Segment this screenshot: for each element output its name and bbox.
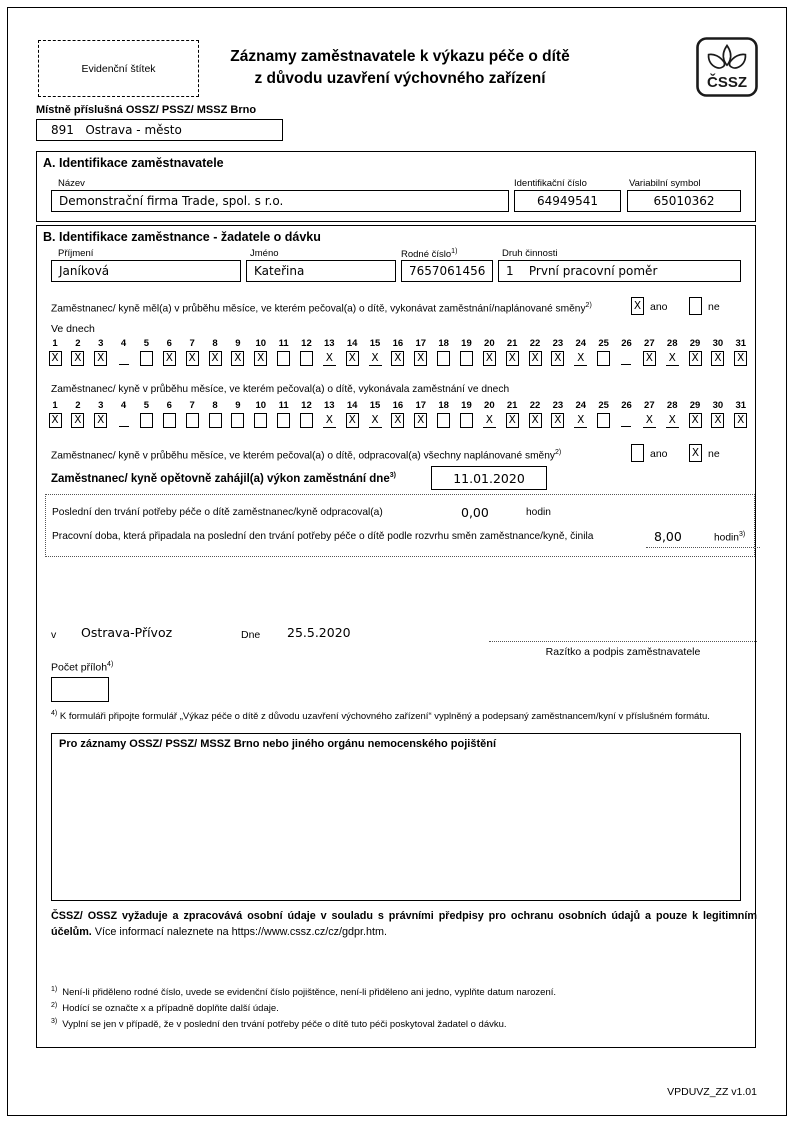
identification-number-label: Identifikační číslo	[514, 178, 587, 189]
day-19	[458, 338, 474, 366]
gdpr-normal-text: Více informací naleznete na https://www.cssz.cz/cz/gdpr.htm.	[94, 926, 388, 938]
reopen-date-value: 11.01.2020	[453, 470, 525, 486]
last-day-worked-hours-label: Poslední den trvání potřeby péče o dítě zaměstnanec/kyně odpracoval(a)	[52, 507, 383, 518]
day-number: 13	[324, 338, 335, 349]
day-number: 29	[689, 338, 701, 349]
day-checkbox[interactable]	[254, 413, 267, 428]
day-12	[298, 400, 314, 428]
last-day-worked-hours-value[interactable]: 0,00	[461, 505, 489, 520]
day-number: 19	[461, 400, 472, 411]
day-number: 23	[552, 400, 564, 411]
day-checkbox[interactable]	[140, 351, 153, 366]
day-21	[504, 400, 520, 428]
day-checkbox[interactable]: X	[369, 413, 382, 428]
stamp-signature-label: Razítko a podpis zaměstnavatele	[545, 646, 701, 658]
day-24	[573, 338, 589, 366]
day-19	[458, 400, 474, 428]
tulip-icon	[709, 46, 746, 68]
day-number: 10	[255, 400, 267, 411]
scheduled-hours-unit: hodin$^{3)}$	[714, 531, 746, 544]
day-checkbox[interactable]: X	[414, 351, 427, 366]
question-worked-all-shifts-text: Zaměstnanec/ kyně v průběhu měsíce, ve kterém pečoval(a) o dítě, odpracoval(a) všechny naplánované směny$^{2)}$	[51, 449, 562, 462]
day-number: 4	[120, 400, 127, 411]
day-checkbox[interactable]: X	[323, 351, 336, 366]
date-prefix-label: Dne	[241, 629, 261, 641]
last-day-worked-hours-unit: hodin	[526, 507, 551, 518]
day-number: 30	[712, 338, 724, 349]
day-checkbox[interactable]	[597, 413, 610, 428]
day-18	[436, 338, 452, 366]
gdpr-bold-text: ČSSZ/ OSSZ vyžaduje a zpracovává osobní údaje v souladu s právními předpisy pro ochranu osobních údajů a pouze k legitimním účelům.	[51, 910, 757, 938]
day-21	[504, 338, 520, 366]
day-number: 16	[392, 400, 404, 411]
day-number: 3	[98, 338, 104, 349]
day-checkbox[interactable]: X	[49, 351, 62, 366]
day-7	[184, 400, 200, 428]
section-a-title: A. Identifikace zaměstnavatele	[43, 156, 224, 170]
day-checkbox[interactable]: X	[734, 413, 747, 428]
place-prefix-label: v	[51, 629, 57, 641]
day-number: 1	[52, 400, 58, 411]
day-checkbox[interactable]	[163, 413, 176, 428]
employer-name-field[interactable]	[51, 190, 509, 212]
footnote-2: $^{2)}$ Hodící se označte x a případně doplňte další údaje.	[51, 1002, 279, 1015]
planned-ano-checkbox[interactable]: X	[631, 297, 644, 315]
form-title-line1: Záznamy zaměstnavatele k výkazu péče o dítě	[230, 48, 570, 65]
day-checkbox[interactable]: X	[483, 413, 496, 428]
day-number: 9	[235, 400, 241, 411]
question-planned-shifts-text: Zaměstnanec/ kyně měl(a) v průběhu měsíce, ve kterém pečoval(a) o dítě, vykonávat zaměstnání/naplánované směny$^{2)}$	[51, 302, 592, 315]
day-number: 23	[552, 338, 564, 349]
day-15	[367, 400, 383, 428]
day-31	[733, 338, 749, 366]
day-checkbox[interactable]	[186, 413, 199, 428]
authority-records-box[interactable]	[51, 733, 741, 901]
day-number: 13	[324, 400, 335, 411]
day-15	[367, 338, 383, 366]
planned-ne-label: ne	[708, 301, 720, 313]
section-b-title: B. Identifikace zaměstnance - žadatele o dávku	[43, 230, 321, 244]
planned-ano-label: ano	[650, 301, 668, 313]
day-13	[321, 400, 337, 428]
day-number: 17	[415, 400, 427, 411]
cssz-logo-text: ČSSZ	[706, 74, 748, 91]
day-checkbox[interactable]: X	[574, 413, 587, 428]
day-29	[687, 338, 703, 366]
day-number: 5	[143, 400, 150, 411]
ve-dnech-label: Ve dnech	[51, 323, 95, 335]
day-checkbox[interactable]: X	[49, 413, 62, 428]
last-day-worked-hours-row	[46, 505, 754, 521]
day-number: 29	[689, 400, 701, 411]
day-14	[344, 338, 360, 366]
employer-name-value: Demonstrační firma Trade, spol. s r.o.	[59, 194, 284, 208]
day-checkbox[interactable]: X	[689, 413, 702, 428]
day-11	[276, 338, 292, 366]
day-number: 6	[166, 400, 172, 411]
day-checkbox[interactable]	[621, 351, 631, 365]
footnote-ref-1: 1)	[451, 248, 458, 255]
day-7	[184, 338, 200, 366]
form-title-line2: z důvodu uzavření výchovného zařízení	[254, 70, 546, 87]
day-checkbox[interactable]: X	[71, 351, 84, 366]
day-number: 10	[255, 338, 267, 349]
day-10	[253, 400, 269, 428]
birth-number-label: Rodné číslo$^{1)}$	[401, 248, 458, 261]
day-9	[230, 400, 246, 428]
day-28	[664, 338, 680, 366]
day-20	[481, 400, 497, 428]
day-27	[641, 400, 657, 428]
day-number: 20	[484, 400, 495, 411]
day-checkbox[interactable]: X	[734, 351, 747, 366]
day-number: 24	[575, 400, 587, 411]
worked-ano-label: ano	[650, 448, 668, 460]
day-number: 25	[598, 400, 609, 411]
day-number: 31	[735, 400, 747, 411]
ossz-label: Místně příslušná OSSZ/ PSSZ/ MSSZ Brno	[36, 104, 257, 116]
footnote-ref-2b: 2)	[554, 449, 562, 456]
day-31	[733, 400, 749, 428]
worked-days-label: Zaměstnanec/ kyně v průběhu měsíce, ve kterém pečoval(a) o dítě, vykonávala zaměstnání ve dnech	[51, 384, 510, 395]
day-number: 28	[666, 338, 678, 349]
identification-number-field[interactable]	[514, 190, 621, 212]
form-version: VPDUVZ_ZZ v1.01	[667, 1086, 757, 1098]
day-checkbox[interactable]: X	[643, 351, 656, 366]
form-title	[120, 46, 680, 90]
day-30	[710, 338, 726, 366]
day-checkbox[interactable]: X	[666, 413, 679, 428]
footnote-ref-3: 3)	[389, 472, 396, 479]
day-checkbox[interactable]: X	[711, 351, 724, 366]
question-worked-all-shifts	[37, 444, 755, 466]
footnote-ref-4: 4)	[107, 661, 114, 668]
attachments-count-label: Počet příloh$^{4)}$	[51, 661, 114, 674]
birth-number-value: 7657061456	[409, 264, 486, 278]
ossz-field[interactable]	[36, 119, 283, 141]
day-5	[138, 400, 154, 428]
day-number: 6	[166, 338, 172, 349]
day-number: 21	[506, 338, 518, 349]
day-2	[70, 338, 86, 366]
day-checkbox[interactable]	[460, 413, 473, 428]
footnote-1: $^{1)}$ Není-li přiděleno rodné číslo, uvede se evidenční číslo pojištěnce, není-li přiděleno ani jedno, vyplňte datum narození.	[51, 986, 557, 999]
day-checkbox[interactable]	[277, 413, 290, 428]
day-26	[618, 400, 634, 428]
day-22	[527, 338, 543, 366]
day-checkbox[interactable]	[277, 351, 290, 366]
day-number: 11	[278, 338, 289, 349]
footnotes	[51, 983, 751, 1031]
surname-label: Příjmení	[58, 248, 94, 259]
day-13	[321, 338, 337, 366]
worked-days-row	[47, 400, 749, 428]
day-checkbox[interactable]: X	[506, 413, 519, 428]
employer-name-label: Název	[58, 178, 85, 189]
day-checkbox[interactable]: X	[529, 351, 542, 366]
day-checkbox[interactable]: X	[94, 413, 107, 428]
day-25	[596, 338, 612, 366]
day-number: 18	[438, 338, 449, 349]
day-checkbox[interactable]: X	[231, 351, 244, 366]
activity-type-label: Druh činnosti	[502, 248, 558, 259]
day-1	[47, 338, 63, 366]
day-checkbox[interactable]: X	[209, 351, 222, 366]
day-number: 19	[461, 338, 472, 349]
gdpr-notice	[51, 908, 757, 940]
day-checkbox[interactable]: X	[323, 413, 336, 428]
day-22	[527, 400, 543, 428]
day-27	[641, 338, 657, 366]
day-checkbox[interactable]: X	[254, 351, 267, 366]
day-number: 22	[529, 338, 541, 349]
day-25	[596, 400, 612, 428]
day-checkbox[interactable]	[300, 351, 313, 366]
day-checkbox[interactable]: X	[414, 413, 427, 428]
scheduled-hours-dotted-line	[646, 547, 760, 548]
day-number: 14	[346, 400, 358, 411]
day-number: 9	[235, 338, 241, 349]
surname-field[interactable]	[51, 260, 241, 282]
footnote-ref-2: 2)	[585, 302, 592, 309]
day-checkbox[interactable]	[437, 351, 450, 366]
scheduled-hours-value[interactable]: 8,00	[654, 529, 682, 544]
identification-number-value: 64949541	[536, 194, 599, 208]
ossz-value: 891 Ostrava - město	[51, 123, 182, 137]
day-14	[344, 400, 360, 428]
day-number: 16	[392, 338, 404, 349]
day-number: 15	[369, 400, 381, 411]
day-checkbox[interactable]: X	[391, 351, 404, 366]
day-checkbox[interactable]	[621, 413, 631, 427]
day-17	[413, 400, 429, 428]
day-number: 5	[143, 338, 150, 349]
worked-ne-checkbox[interactable]: X	[689, 444, 702, 462]
day-number: 3	[98, 400, 104, 411]
day-number: 25	[598, 338, 609, 349]
activity-type-field[interactable]	[498, 260, 741, 282]
day-number: 2	[75, 338, 81, 349]
day-number: 26	[621, 400, 632, 411]
day-5	[138, 338, 154, 366]
day-1	[47, 400, 63, 428]
day-18	[436, 400, 452, 428]
day-number: 2	[75, 400, 81, 411]
cssz-logo	[696, 37, 758, 97]
day-number: 1	[52, 338, 58, 349]
firstname-value: Kateřina	[254, 264, 305, 278]
footnote-ref-3b: 3)	[738, 531, 746, 538]
stamp-signature-line	[489, 624, 757, 642]
day-number: 28	[666, 400, 678, 411]
evidencni-stitek-label: Evidenční štítek	[81, 62, 156, 75]
day-26	[618, 338, 634, 366]
day-number: 20	[484, 338, 495, 349]
reopen-employment-label: Zaměstnanec/ kyně opětovně zahájil(a) výkon zaměstnání dne$^{3)}$	[51, 472, 396, 485]
birth-number-field[interactable]	[401, 260, 493, 282]
day-number: 7	[189, 400, 195, 411]
day-checkbox[interactable]: X	[529, 413, 542, 428]
day-number: 12	[301, 400, 312, 411]
day-6	[161, 338, 177, 366]
day-checkbox[interactable]	[119, 351, 129, 365]
planned-days-row	[47, 338, 749, 366]
footnote-3: $^{3)}$ Vyplní se jen v případě, že v poslední den trvání potřeby péče o dítě tuto péči poskytoval žadatel o dávku.	[51, 1018, 507, 1031]
signoff-row	[37, 621, 755, 677]
footnote-4: $^{4)}$ K formuláři připojte formulář „Výkaz péče o dítě z důvodu uzavření výchovného zařízení“ vyplněný a podepsaný zaměstnancem/kyní v příslušném formátu.	[51, 710, 710, 723]
day-8	[207, 400, 223, 428]
day-checkbox[interactable]: X	[506, 351, 519, 366]
day-28	[664, 400, 680, 428]
day-number: 18	[438, 400, 449, 411]
day-24	[573, 400, 589, 428]
day-checkbox[interactable]	[119, 413, 129, 427]
day-16	[390, 400, 406, 428]
day-number: 12	[301, 338, 312, 349]
day-number: 4	[120, 338, 127, 349]
day-number: 7	[189, 338, 195, 349]
day-16	[390, 338, 406, 366]
day-11	[276, 400, 292, 428]
day-number: 24	[575, 338, 587, 349]
variable-symbol-value: 65010362	[653, 194, 715, 208]
day-number: 30	[712, 400, 724, 411]
day-number: 15	[369, 338, 381, 349]
day-number: 11	[278, 400, 289, 411]
day-checkbox[interactable]: X	[551, 351, 564, 366]
day-4	[116, 400, 132, 428]
day-4	[116, 338, 132, 366]
day-number: 22	[529, 400, 541, 411]
authority-records-title: Pro záznamy OSSZ/ PSSZ/ MSSZ Brno nebo jiného orgánu nemocenského pojištění	[59, 738, 497, 750]
day-checkbox[interactable]: X	[483, 351, 496, 366]
day-checkbox[interactable]: X	[186, 351, 199, 366]
day-30	[710, 400, 726, 428]
scheduled-hours-label: Pracovní doba, která připadala na poslední den trvání potřeby péče o dítě podle rozvrhu směn zaměstnance/kyně, činila	[52, 531, 594, 542]
day-number: 27	[644, 338, 655, 349]
day-checkbox[interactable]	[437, 413, 450, 428]
day-29	[687, 400, 703, 428]
attachments-count-field[interactable]	[51, 677, 109, 702]
reopen-employment-row	[37, 466, 755, 492]
day-17	[413, 338, 429, 366]
firstname-field[interactable]	[246, 260, 396, 282]
day-8	[207, 338, 223, 366]
worked-ne-label: ne	[708, 448, 720, 460]
variable-symbol-label: Variabilní symbol	[629, 178, 701, 189]
day-checkbox[interactable]: X	[666, 351, 679, 366]
day-checkbox[interactable]	[231, 413, 244, 428]
day-10	[253, 338, 269, 366]
section-b-employee	[36, 225, 756, 1048]
day-number: 21	[506, 400, 518, 411]
day-checkbox[interactable]: X	[94, 351, 107, 366]
day-checkbox[interactable]	[300, 413, 313, 428]
day-checkbox[interactable]: X	[711, 413, 724, 428]
signoff-date-value[interactable]: 25.5.2020	[287, 625, 351, 640]
day-3	[93, 400, 109, 428]
day-9	[230, 338, 246, 366]
day-number: 8	[212, 338, 218, 349]
day-checkbox[interactable]: X	[71, 413, 84, 428]
day-number: 14	[346, 338, 358, 349]
day-3	[93, 338, 109, 366]
day-number: 26	[621, 338, 632, 349]
day-checkbox[interactable]	[460, 351, 473, 366]
day-checkbox[interactable]	[140, 413, 153, 428]
day-checkbox[interactable]: X	[689, 351, 702, 366]
scheduled-hours-row	[46, 529, 754, 545]
planned-ne-checkbox[interactable]	[689, 297, 702, 315]
firstname-label: Jméno	[250, 248, 279, 259]
day-23	[550, 400, 566, 428]
worked-ano-checkbox[interactable]	[631, 444, 644, 462]
day-checkbox[interactable]	[597, 351, 610, 366]
day-23	[550, 338, 566, 366]
variable-symbol-field[interactable]	[627, 190, 741, 212]
day-number: 31	[735, 338, 747, 349]
day-12	[298, 338, 314, 366]
section-a-employer	[36, 151, 756, 222]
day-checkbox[interactable]: X	[391, 413, 404, 428]
day-checkbox[interactable]: X	[346, 413, 359, 428]
surname-value: Janíková	[59, 264, 110, 278]
day-checkbox[interactable]: X	[574, 351, 587, 366]
day-checkbox[interactable]	[209, 413, 222, 428]
question-planned-shifts	[37, 297, 755, 319]
day-number: 27	[644, 400, 655, 411]
reopen-date-field[interactable]	[431, 466, 547, 490]
cssz-logo-image	[696, 37, 758, 97]
day-checkbox[interactable]: X	[369, 351, 382, 366]
day-number: 17	[415, 338, 427, 349]
day-number: 8	[212, 400, 218, 411]
hours-box	[45, 494, 755, 557]
activity-type-value: 1 První pracovní poměr	[506, 264, 658, 278]
day-checkbox[interactable]: X	[551, 413, 564, 428]
day-checkbox[interactable]: X	[346, 351, 359, 366]
day-checkbox[interactable]: X	[643, 413, 656, 428]
day-2	[70, 400, 86, 428]
day-checkbox[interactable]: X	[163, 351, 176, 366]
place-value[interactable]: Ostrava-Přívoz	[81, 625, 173, 640]
day-6	[161, 400, 177, 428]
day-20	[481, 338, 497, 366]
